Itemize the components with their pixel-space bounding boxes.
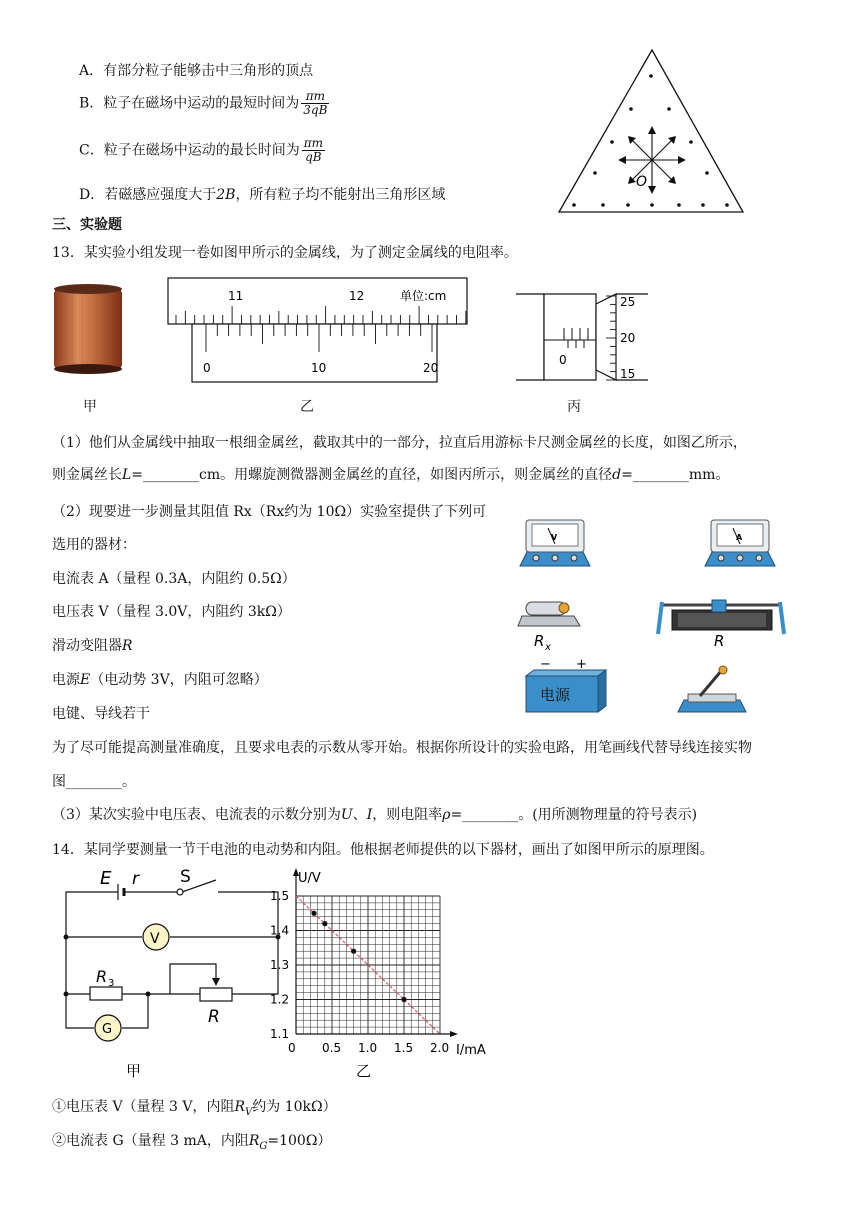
fig-bing-label: 丙 bbox=[567, 399, 581, 415]
apparatus-rheostat bbox=[658, 600, 784, 650]
svg-text:−: − bbox=[540, 657, 551, 672]
option-d: D．若磁感应强度大于2B，所有粒子均不能射出三角形区域 bbox=[79, 187, 446, 203]
q14-intro: 14．某同学要测量一节干电池的电动势和内阻。他根据老师提供的以下器材，画出了如图甲所示的原理图。 bbox=[52, 842, 714, 858]
svg-text:A: A bbox=[736, 533, 743, 542]
circuit-diagram bbox=[56, 862, 286, 1084]
q13-part3: （3）某次实验中电压表、电流表的示数分别为U、I，则电阻率ρ=________。(用所测物理量的符号表示) bbox=[52, 807, 698, 823]
x-tick-label: 0 bbox=[288, 1041, 296, 1055]
vernier-10: 10 bbox=[311, 361, 327, 375]
wire-spool-image bbox=[52, 282, 124, 376]
triangle-field-figure bbox=[556, 46, 746, 216]
q13-part2-line3: 为了尽可能提高测量准确度，且要求电表的示数从零开始。根据你所设计的实验电路，用笔画线代替导线连接实物 bbox=[52, 740, 752, 756]
micro-15: 15 bbox=[620, 367, 636, 381]
x-tick-label: 2.0 bbox=[430, 1041, 450, 1055]
micrometer-figure bbox=[514, 290, 654, 386]
center-o-label: O bbox=[636, 174, 648, 190]
equipment-ammeter: 电流表 A（量程 0.3A，内阻约 0.5Ω） bbox=[52, 571, 296, 587]
y-tick-label: 1.2 bbox=[270, 992, 290, 1007]
option-c: C．粒子在磁场中运动的最长时间为 $\frac{\pi m}{qB}$ bbox=[79, 136, 323, 164]
x-tick-label: 1.5 bbox=[394, 1041, 414, 1055]
y-tick-label: 1.3 bbox=[270, 958, 290, 972]
y-tick-label: 1.5 bbox=[270, 889, 290, 903]
equipment-switch: 电键、导线若干 bbox=[52, 706, 150, 722]
circuit-label-e: E bbox=[100, 868, 112, 889]
circuit-label-v: V bbox=[150, 931, 160, 947]
vernier-20: 20 bbox=[423, 361, 439, 375]
caliper-unit: 单位:cm bbox=[400, 289, 447, 303]
svg-text:V: V bbox=[551, 533, 558, 542]
svg-text:R: R bbox=[714, 632, 725, 650]
circuit-label-rheostat: R bbox=[208, 1007, 220, 1027]
circuit-label-g: G bbox=[102, 1022, 113, 1037]
q13-part2-line1: （2）现要进一步测量其阻值 Rx（Rx约为 10Ω）实验室提供了下列可 bbox=[52, 504, 487, 520]
y-tick-label: 1.4 bbox=[270, 923, 290, 938]
vernier-caliper-figure bbox=[166, 276, 471, 386]
circuit-label-r: r bbox=[132, 869, 139, 889]
circuit-label-r3: R bbox=[96, 967, 108, 986]
q14-item2: ②电流表 G（量程 3 mA，内阻$R_G=100\Omega$） bbox=[52, 1133, 332, 1152]
equipment-source: 电源E（电动势 3V，内阻可忽略） bbox=[52, 672, 268, 688]
circuit-label-s: S bbox=[180, 867, 191, 887]
option-b: B．粒子在磁场中运动的最短时间为 $\frac{\pi m}{3qB}$ bbox=[79, 89, 328, 117]
main-scale-12: 12 bbox=[349, 289, 365, 303]
equipment-rheostat: 滑动变阻器R bbox=[52, 638, 133, 654]
q13-part1-line1: （1）他们从金属线中抽取一根细金属丝，截取其中的一部分，拉直后用游标卡尺测金属丝的长度，如图乙所示， bbox=[52, 435, 747, 451]
data-point bbox=[401, 997, 406, 1002]
micro-20: 20 bbox=[620, 331, 636, 345]
y-tick-label: 1.1 bbox=[270, 1027, 290, 1041]
apparatus-switch bbox=[678, 666, 746, 712]
q13-part2-line4: 图________。 bbox=[52, 774, 136, 790]
fig-yi-label: 乙 bbox=[300, 399, 314, 415]
circuit-label-r3-sub: 3 bbox=[108, 978, 115, 989]
svg-text:+: + bbox=[576, 657, 587, 672]
q14-item1: ①电压表 V（量程 3 V，内阻$R_V$约为 10kΩ） bbox=[52, 1099, 337, 1118]
data-point bbox=[351, 949, 356, 954]
svg-text:x: x bbox=[545, 642, 551, 653]
micro-0: 0 bbox=[559, 353, 567, 367]
section-heading: 三、实验题 bbox=[52, 217, 122, 233]
apparatus-ammeter bbox=[705, 520, 775, 566]
circuit-fig-label: 甲 bbox=[126, 1062, 142, 1080]
apparatus-voltmeter bbox=[520, 520, 590, 566]
data-point bbox=[311, 911, 316, 916]
main-scale-11: 11 bbox=[228, 289, 244, 303]
x-tick-label: 0.5 bbox=[322, 1041, 342, 1055]
chart-ylabel: U/V bbox=[298, 871, 321, 886]
micro-25: 25 bbox=[620, 295, 636, 309]
q13-part2-line2: 选用的器材： bbox=[52, 537, 136, 553]
chart-xlabel: I/mA bbox=[456, 1043, 486, 1058]
ui-chart bbox=[262, 862, 502, 1082]
apparatus-figure bbox=[512, 510, 812, 720]
x-tick-label: 1.0 bbox=[358, 1041, 378, 1055]
apparatus-power-source bbox=[526, 657, 606, 712]
fig-jia-label: 甲 bbox=[83, 399, 97, 415]
svg-text:R: R bbox=[534, 632, 545, 650]
chart-fig-label: 乙 bbox=[356, 1062, 372, 1080]
q13-part1-line2: 则金属丝长L=________cm。用螺旋测微器测金属丝的直径，如图丙所示，则金属丝的直径d=________mm。 bbox=[52, 467, 730, 483]
vernier-0: 0 bbox=[203, 361, 211, 375]
equipment-voltmeter: 电压表 V（量程 3.0V，内阻约 3kΩ） bbox=[52, 604, 291, 620]
option-a: A．有部分粒子能够击中三角形的顶点 bbox=[79, 63, 314, 79]
data-point bbox=[322, 921, 327, 926]
apparatus-rx bbox=[518, 602, 580, 653]
q13-intro: 13．某实验小组发现一卷如图甲所示的金属线，为了测定金属线的电阻率。 bbox=[52, 245, 518, 261]
svg-text:电源: 电源 bbox=[540, 686, 571, 704]
